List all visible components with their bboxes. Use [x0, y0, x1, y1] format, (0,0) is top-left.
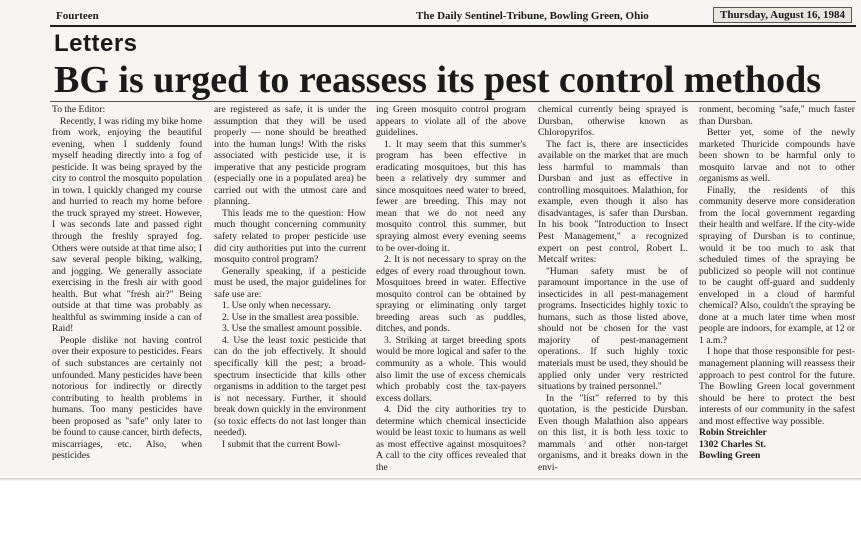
headline-rule	[50, 101, 856, 102]
signature-city: Bowling Green	[699, 450, 761, 462]
article-paragraph: 1. It may seem that this summer's program has been effective in eradicating mosquitoes, but this has been a relatively dry summer and since mosquitoes need water to breed, fewer are breeding. This may not mean that we do not need any mosquito control this summer, but spraying almost every evening seems to be over-doing it.	[376, 138, 526, 254]
article-paragraph: People dislike not having control over their exposure to pesticides. Fears of such substances are certainly not unfounded. Many pesticides have been notorious for indirectly or directly contributing to health problems in humans. Too many pesticides have been proposed as "safe" only later to be found to cause cancer, birth defects, miscarriages, etc. Also, when pesticides	[52, 334, 202, 462]
guideline-item: 4. Use the least toxic pesticide that can do the job effectively. It should specifically kill the pest; a broad-spectrum insecticide that kills other organisms in addition to the target pest is not necessary. Further, it should break down quickly in the environment (so toxic effects do not last longer than needed).	[214, 334, 366, 439]
article-paragraph: To the Editor:	[52, 104, 106, 115]
article-column-4	[538, 104, 688, 476]
page-number-label: Fourteen	[56, 10, 99, 22]
blank-margin	[0, 476, 861, 546]
quoted-paragraph: "Human safety must be of paramount importance in the use of insecticides in all pest-management programs. Insecticides highly toxic to humans, such as those listed above, should not be chosen for the vast majority of pest-management operations. If such highly toxic materials must be used, they should be applied only under very restricted situations by trained personnel."	[538, 265, 688, 393]
article-column-5	[699, 104, 855, 476]
page-header	[44, 6, 856, 26]
article-paragraph: Finally, the residents of this community deserve more consideration from the local government regarding their health and welfare. If the city-wide spraying of Dursban is to continue, would it be too much to ask that scheduled times of the spraying be publicized so people will not continue to be caught off-guard and suddenly enveloped in a cloud of harmful chemical? Also, couldn't the spraying be done at a much later time when most people are indoors, for example, at 12 or 1 a.m.?	[699, 184, 855, 346]
signature-address: 1302 Charles St.	[699, 438, 766, 450]
article-paragraph: 2. It is not necessary to spray on the edges of every road throughout town. Mosquitoes breed in water. Effective mosquito control can be obtained by spraying or eliminating only target breeding areas such as puddles, ditches, and ponds.	[376, 254, 526, 335]
article-paragraph: The fact is, there are insecticides available on the market that are much less harmful to mammals than Dursban and just as effective in controlling mosquitoes. Malathion, for example, even though it also has disadvantages, is safer than Dursban. In his book "Introduction to Insect Pest Management," a recognized expert on pest control, Robert L. Metcalf writes:	[538, 138, 688, 266]
article-paragraph: I hope that those responsible for pest-management planning will reassess their approach to pest control for the future. The Bowling Green local government should be here to protect the best interests of our community in the safest and most effective way possible.	[699, 346, 855, 427]
article-paragraph: chemical currently being sprayed is Dursban, otherwise known as Chloropyrifos.	[538, 104, 688, 139]
guideline-item: 1. Use only when necessary.	[222, 300, 331, 312]
article-paragraph: 3. Striking at target breeding spots would be more logical and safer to the community as a whole. This would also limit the use of excess chemicals which probably cost the tax-payers excess dollars.	[376, 334, 526, 404]
article-paragraph: Recently, I was riding my bike home from work, enjoying the beautiful evening, when I suddenly found myself heading directly into a fog of pesticide. It was being sprayed by the city to control the mosquito population in town. I quickly changed my course and hurried to reach my home before the truck sprayed my street. However, I was seconds late and passed right through the freshly sprayed fog. Others were outside at that time also; I saw several people biking, walking, and jogging. We generally associate exercising in the fresh air with good health. But what "fresh air?" Being outside at that time was probably as healthful as swimming inside a can of Raid!	[52, 115, 202, 335]
article-paragraph: are registered as safe, it is under the assumption that they will be used properly — none should be breathed into the human lungs! With the risks associated with pesticide use, it is imperative that any pesticide program (especially one in a populated area) be carried out with the utmost care and planning.	[214, 104, 366, 208]
section-title: Letters	[54, 30, 138, 57]
article-column-2	[214, 104, 366, 476]
newspaper-masthead-line: The Daily Sentinel-Tribune, Bowling Green, Ohio	[416, 10, 649, 22]
article-column-3	[376, 104, 526, 476]
clipping-edge	[0, 478, 861, 481]
article-paragraph: Generally speaking, if a pesticide must be used, the major guidelines for safe use are:	[214, 265, 366, 300]
article-paragraph: ing Green mosquito control program appears to violate all of the above guidelines.	[376, 104, 526, 139]
article-paragraph: ronment, becoming "safe," much faster than Dursban.	[699, 104, 855, 127]
article-paragraph: I submit that the current Bowl-	[222, 438, 341, 450]
issue-date: Thursday, August 16, 1984	[713, 7, 852, 23]
guideline-item: 2. Use in the smallest area possible.	[222, 311, 359, 323]
header-rule	[50, 25, 856, 27]
article-paragraph: This leads me to the question: How much thought concerning community safety related to proper pesticide use did city authorities put into the current mosquito control program?	[214, 207, 366, 266]
signature-name: Robin Streichler	[699, 427, 767, 439]
article-headline: BG is urged to reassess its pest control methods	[54, 59, 822, 101]
article-column-1	[52, 104, 202, 476]
article-paragraph: Better yet, some of the newly marketed Thuricide compounds have been shown to be harmful only to mosquito larvae and not to other organisms as well.	[699, 127, 855, 185]
article-paragraph: In the "list" referred to by this quotation, is the pesticide Dursban. Even though Malathion also appears on this list, it is both less toxic to mammals and other non-target organisms, and it breaks down in the envi-	[538, 392, 688, 473]
article-paragraph: 4. Did the city authorities try to determine which chemical insecticide would be least toxic to humans as well as most effective against mosquitoes? A call to the city offices revealed that the	[376, 404, 526, 473]
guideline-item: 3. Use the smallest amount possible.	[222, 323, 362, 335]
